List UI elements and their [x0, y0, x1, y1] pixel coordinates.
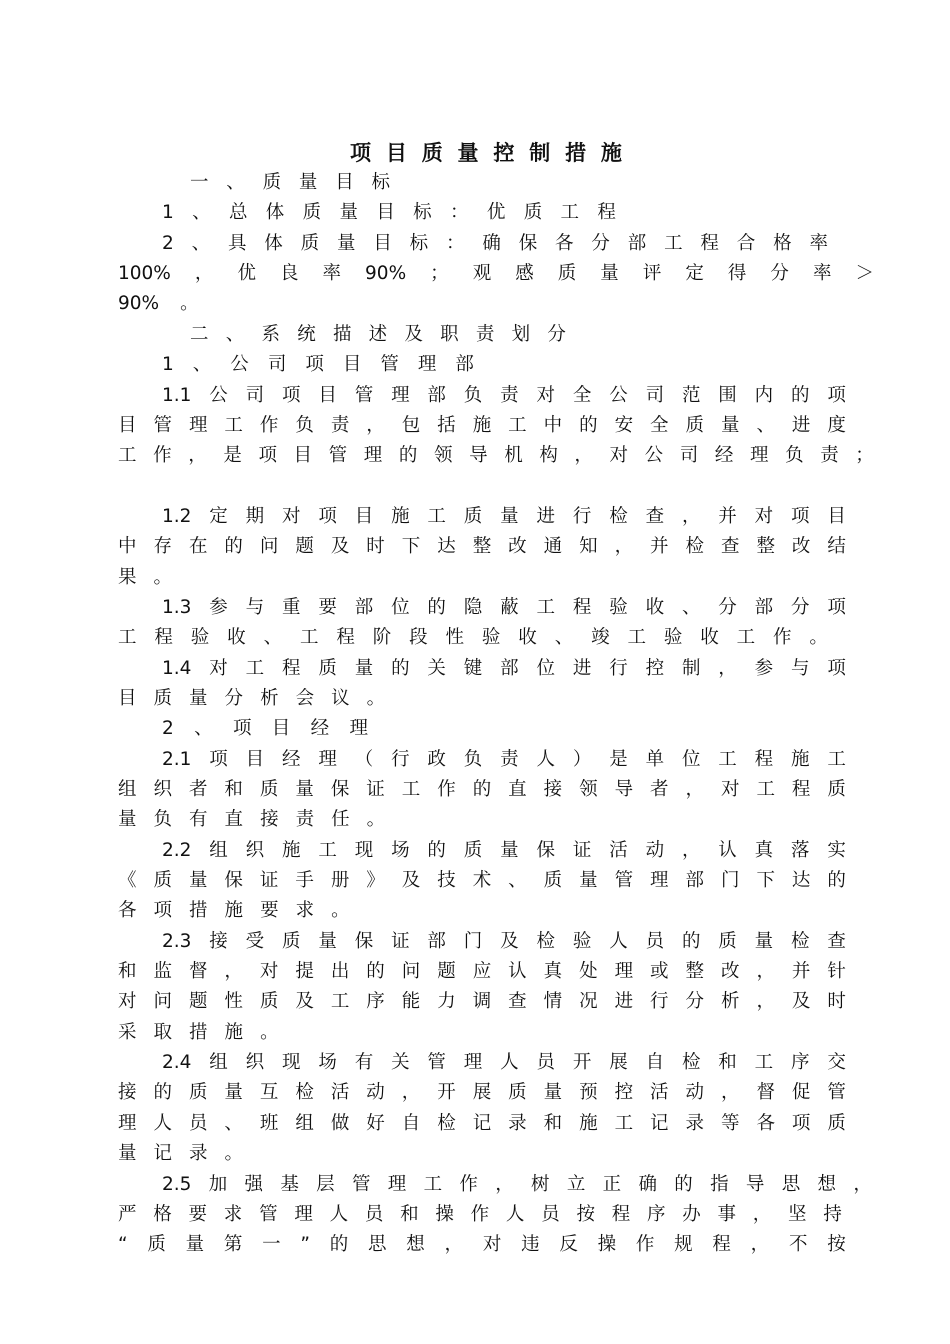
paragraph-line: 量 负 有 直 接 责 任 。 [118, 809, 386, 830]
paragraph-line: 工 作 ， 是 项 目 管 理 的 领 导 机 构 ， 对 公 司 经 理 负 责 ； [118, 445, 874, 466]
paragraph-line: 果 。 [118, 567, 173, 588]
paragraph-line: 工 程 验 收 、 工 程 阶 段 性 验 收 、 竣 工 验 收 工 作 。 [118, 627, 828, 648]
paragraph-line: 组 织 者 和 质 量 保 证 工 作 的 直 接 领 导 者 ， 对 工 程 质 [118, 779, 846, 800]
subsection-heading: 2 、 项 目 经 理 [162, 718, 368, 739]
paragraph-line: 各 项 措 施 要 求 。 [118, 900, 350, 921]
paragraph-line: “ 质 量 第 一 ” 的 思 想 ， 对 违 反 操 作 规 程 ， 不 按 [118, 1234, 846, 1255]
paragraph-line: 2.2 组 织 施 工 现 场 的 质 量 保 证 活 动 ， 认 真 落 实 [162, 840, 846, 861]
document-title: 项 目 质 量 控 制 措 施 [350, 141, 622, 165]
paragraph-line: 1.4 对 工 程 质 量 的 关 键 部 位 进 行 控 制 ， 参 与 项 [162, 658, 846, 679]
section-heading: 一 、 质 量 目 标 [190, 172, 390, 193]
subsection-heading: 1 、 公 司 项 目 管 理 部 [162, 354, 474, 375]
paragraph-line: 2.3 接 受 质 量 保 证 部 门 及 检 验 人 员 的 质 量 检 查 [162, 931, 846, 952]
paragraph-line: 2.5 加 强 基 层 管 理 工 作 ， 树 立 正 确 的 指 导 思 想 ， [162, 1174, 872, 1195]
paragraph-line: 严 格 要 求 管 理 人 员 和 操 作 人 员 按 程 序 办 事 ， 坚 持 [118, 1204, 842, 1225]
paragraph-line: 《 质 量 保 证 手 册 》 及 技 术 、 质 量 管 理 部 门 下 达 的 [118, 870, 846, 891]
paragraph-line: 目 质 量 分 析 会 议 。 [118, 688, 386, 709]
paragraph-line: 1.3 参 与 重 要 部 位 的 隐 蔽 工 程 验 收 、 分 部 分 项 [162, 597, 846, 618]
paragraph-line: 2 、 具 体 质 量 目 标 ： 确 保 各 分 部 工 程 合 格 率 [162, 233, 828, 254]
paragraph-line: 目 管 理 工 作 负 责 ， 包 括 施 工 中 的 安 全 质 量 、 进 度 [118, 415, 846, 436]
paragraph-line: 接 的 质 量 互 检 活 动 ， 开 展 质 量 预 控 活 动 ， 督 促 管 [118, 1082, 846, 1103]
paragraph-line: 100% ， 优 良 率 90% ； 观 感 质 量 评 定 得 分 率 ＞ [118, 263, 874, 284]
paragraph-line: 量 记 录 。 [118, 1143, 244, 1164]
paragraph-line: 90% 。 [118, 293, 199, 314]
paragraph-line: 和 监 督 ， 对 提 出 的 问 题 应 认 真 处 理 或 整 改 ， 并 针 [118, 961, 846, 982]
section-heading: 二 、 系 统 描 述 及 职 责 划 分 [190, 324, 566, 345]
paragraph-line: 中 存 在 的 问 题 及 时 下 达 整 改 通 知 ， 并 检 查 整 改 结 [118, 536, 846, 557]
paragraph-line: 理 人 员 、 班 组 做 好 自 检 记 录 和 施 工 记 录 等 各 项 质 [118, 1113, 846, 1134]
paragraph-line: 对 问 题 性 质 及 工 序 能 力 调 查 情 况 进 行 分 析 ， 及 时 [118, 991, 846, 1012]
paragraph-line: 2.1 项 目 经 理 （ 行 政 负 责 人 ） 是 单 位 工 程 施 工 [162, 749, 846, 770]
paragraph-line: 1.2 定 期 对 项 目 施 工 质 量 进 行 检 查 ， 并 对 项 目 [162, 506, 846, 527]
paragraph-line: 1.1 公 司 项 目 管 理 部 负 责 对 全 公 司 范 围 内 的 项 [162, 385, 846, 406]
paragraph-line: 2.4 组 织 现 场 有 关 管 理 人 员 开 展 自 检 和 工 序 交 [162, 1052, 846, 1073]
paragraph-line: 采 取 措 施 。 [118, 1022, 279, 1043]
subsection-heading: 1 、 总 体 质 量 目 标 ： 优 质 工 程 [162, 202, 616, 223]
